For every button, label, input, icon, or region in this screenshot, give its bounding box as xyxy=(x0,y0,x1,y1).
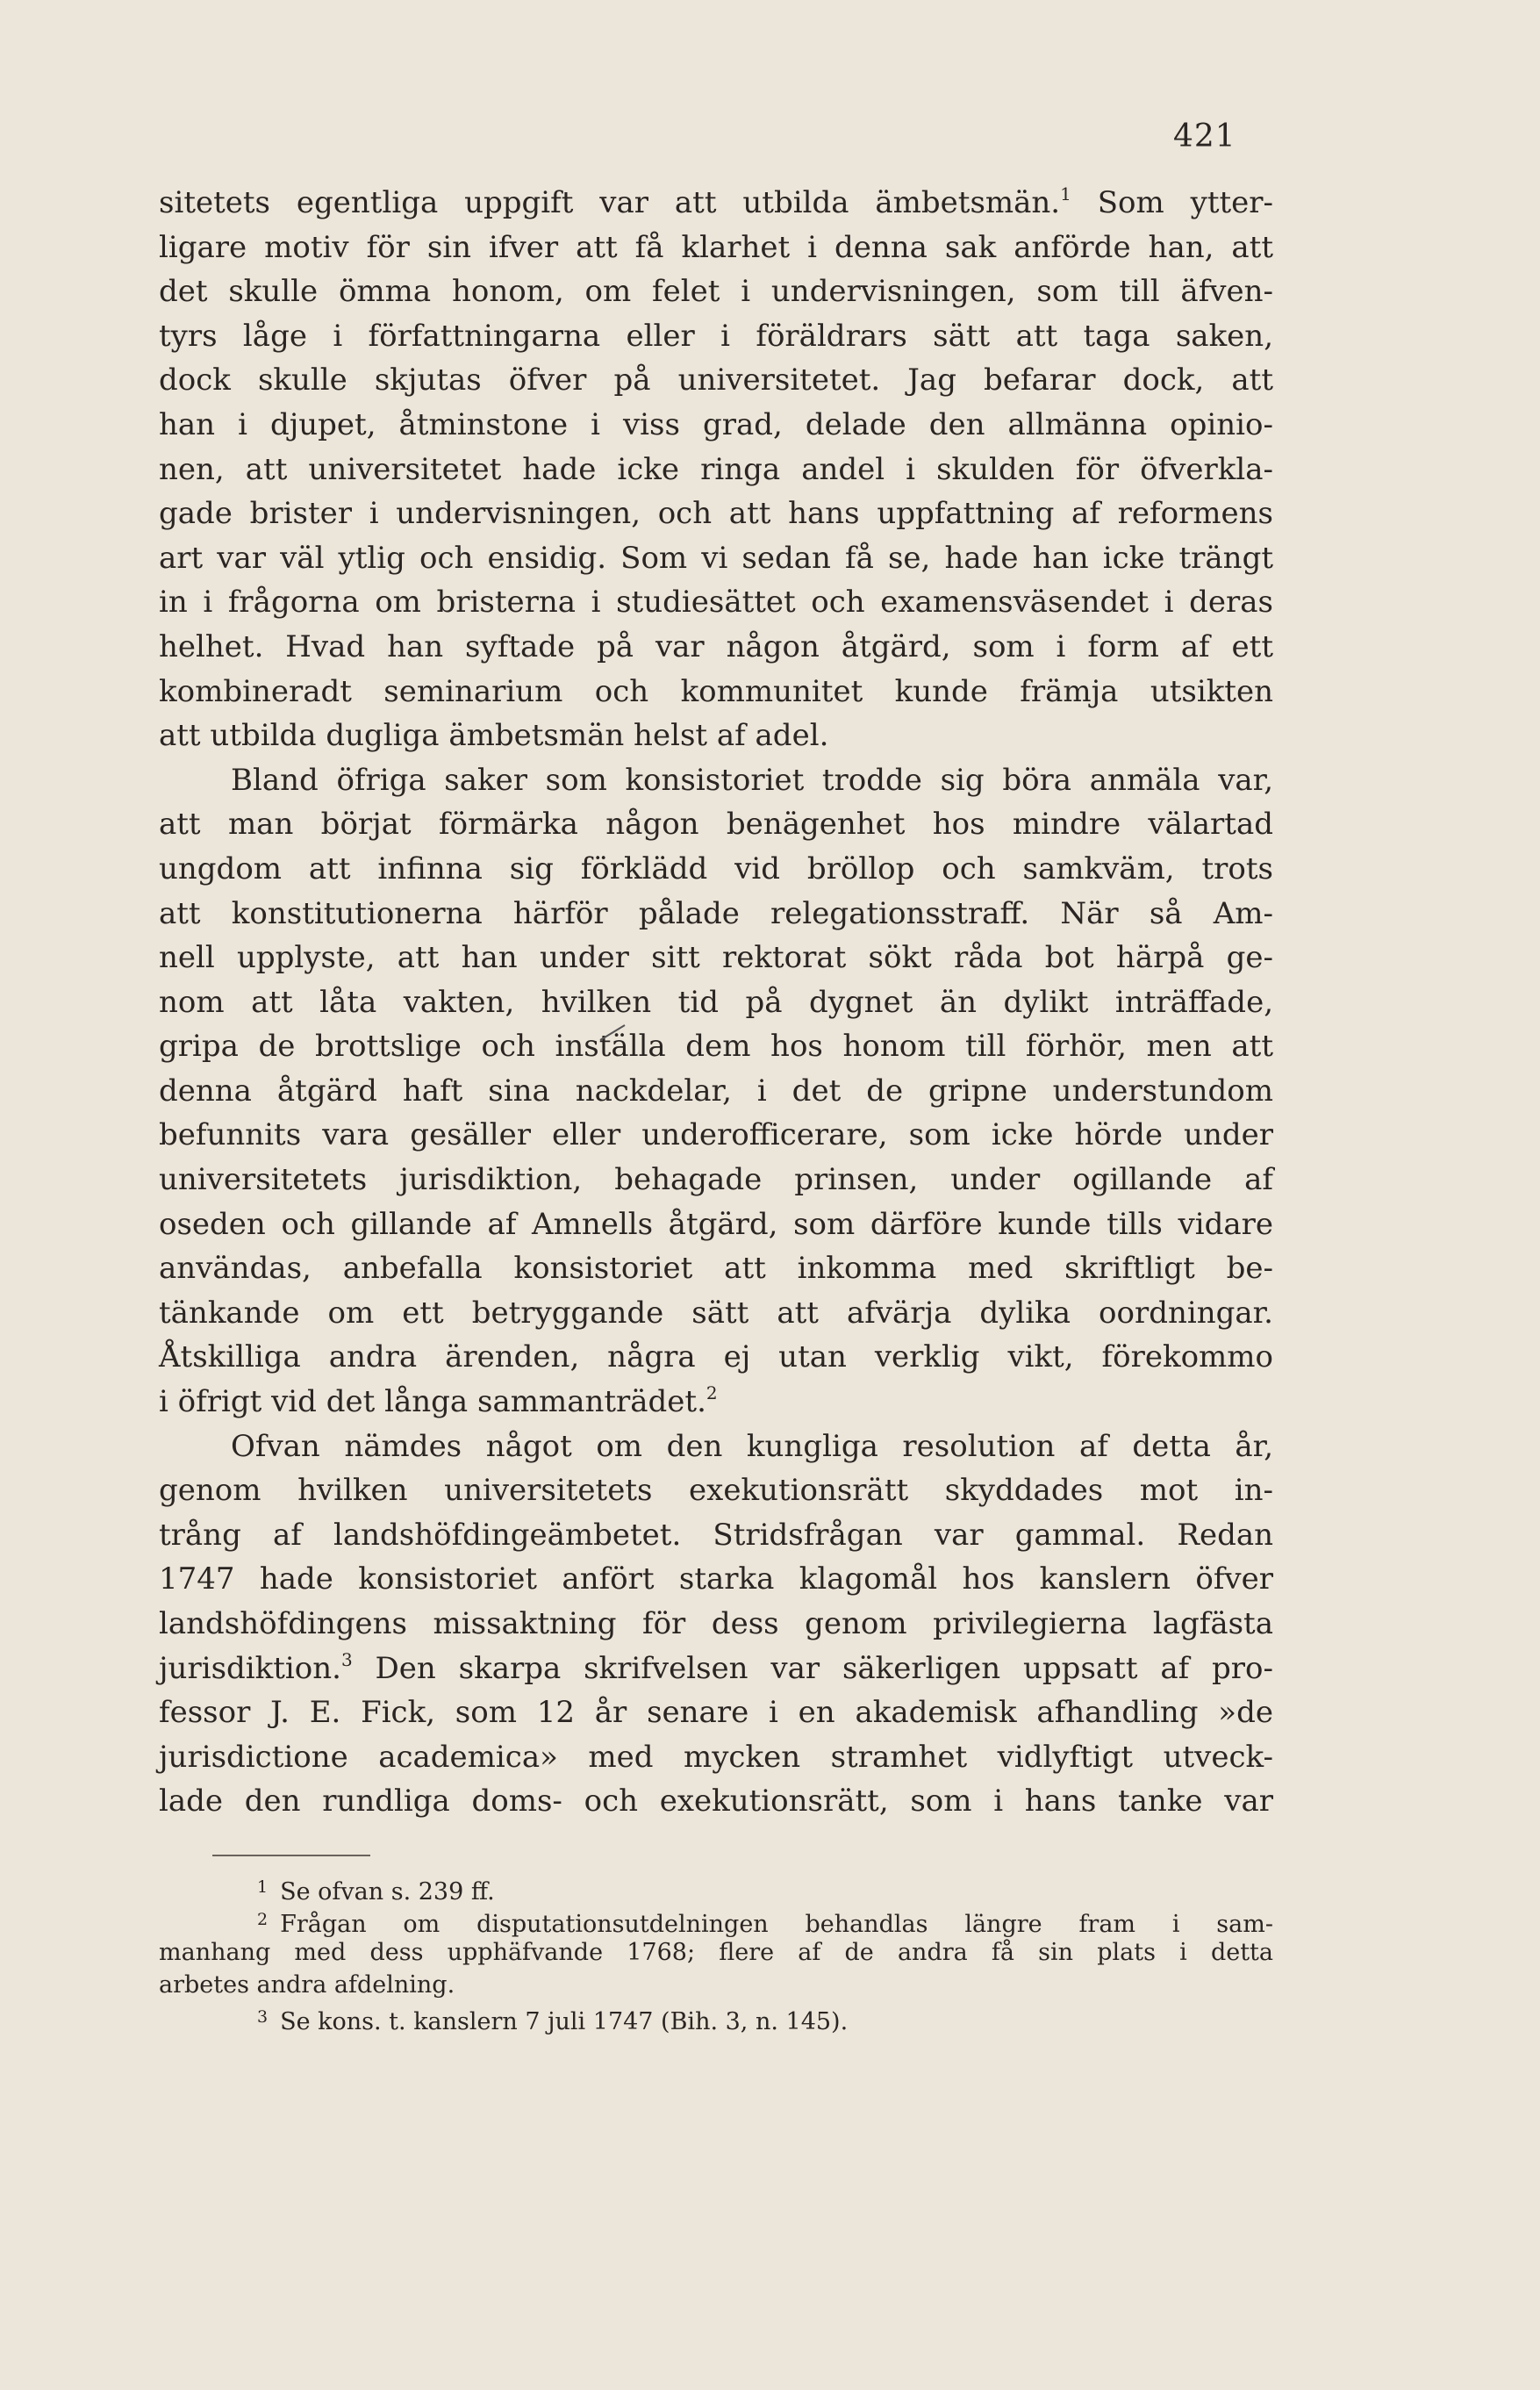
footnote-reference: 2 xyxy=(706,1382,718,1404)
text-line xyxy=(159,358,1273,403)
text-line xyxy=(159,1690,1273,1735)
line-text: att man börjat förmärka någon benägenhet hos mindre välartad xyxy=(159,807,1273,843)
line-text: ligare motiv för sin ifver att få klarhet i denna sak anförde han, att xyxy=(159,229,1273,265)
text-line xyxy=(159,269,1273,314)
line-text: universitetets jurisdiktion, behagade prinsen, under ogillande af xyxy=(159,1162,1273,1198)
text-line xyxy=(159,1557,1273,1602)
line-text: jurisdictione academica» med mycken stramhet vidlyftigt utveck- xyxy=(159,1739,1273,1775)
text-line xyxy=(159,1513,1273,1558)
text-line xyxy=(159,1024,1273,1069)
line-text: Bland öfriga saker som konsistoriet trodde sig böra anmäla var, xyxy=(231,762,1273,798)
page-number: 421 xyxy=(1173,118,1236,154)
footnotes xyxy=(159,1871,1273,2034)
line-text-tail: Som ytter- xyxy=(1071,185,1274,220)
line-text: användas, anbefalla konsistoriet att inkomma med skriftligt be- xyxy=(159,1251,1273,1287)
line-text: denna åtgärd haft sina nackdelar, i det de gripne understundom xyxy=(159,1073,1273,1109)
line-text: nom att låta vakten, hvilken tid på dygnet än dylikt inträffade, xyxy=(159,984,1273,1020)
line-text: landshöfdingens missaktning för dess genom privilegierna lagfästa xyxy=(159,1606,1273,1641)
footnote-text: Se ofvan s. 239 ff. xyxy=(280,1878,495,1906)
text-line xyxy=(159,1602,1273,1647)
text-line xyxy=(159,1158,1273,1202)
text-line xyxy=(159,1113,1273,1158)
text-line xyxy=(159,758,1273,803)
footnote-line xyxy=(159,2001,1273,2034)
text-line xyxy=(159,1335,1273,1380)
text-line xyxy=(159,492,1273,536)
line-text: tänkande om ett betryggande sätt att afvärja dylika oordningar. xyxy=(159,1295,1273,1331)
line-text: trång af landshöfdingeämbetet. Stridsfrågan var gammal. Redan xyxy=(159,1517,1273,1553)
footnote-marker: 2 xyxy=(257,1910,269,1929)
margin-pencil-mark xyxy=(598,1023,628,1042)
footnote-text: manhang med dess upphäfvande 1768; flere af de andra få sin plats i detta xyxy=(159,1939,1273,1966)
body-text xyxy=(159,181,1273,1824)
text-line xyxy=(159,936,1273,980)
footnote-marker: 3 xyxy=(257,2007,269,2027)
text-line xyxy=(159,181,1273,226)
line-text: tyrs låge i författningarna eller i föräldrars sätt att taga saken, xyxy=(159,318,1273,354)
text-line xyxy=(159,1380,1273,1425)
line-text: Åtskilliga andra ärenden, några ej utan verklig vikt, förekommo xyxy=(159,1339,1273,1375)
line-text: ungdom att infinna sig förklädd vid bröllop och samkväm, trots xyxy=(159,850,1273,886)
line-text: nell upplyste, att han under sitt rektorat sökt råda bot härpå ge- xyxy=(159,940,1273,976)
text-line xyxy=(159,580,1273,625)
text-line xyxy=(159,714,1273,758)
line-text: kombineradt seminarium och kommunitet kunde främja utsikten xyxy=(159,673,1273,709)
line-text: sitetets egentliga uppgift var att utbilda ämbetsmän. xyxy=(159,185,1061,220)
text-line xyxy=(159,448,1273,492)
text-line xyxy=(159,892,1273,937)
text-line xyxy=(159,847,1273,892)
line-text: gripa de brottslige och inställa dem hos honom till förhör, men att xyxy=(159,1029,1273,1065)
line-text: det skulle ömma honom, om felet i undervisningen, som till äfven- xyxy=(159,274,1273,310)
line-text: nen, att universitetet hade icke ringa andel i skulden för öfverkla- xyxy=(159,451,1273,487)
text-line xyxy=(159,226,1273,270)
footnote-reference: 1 xyxy=(1060,183,1071,205)
line-text: genom hvilken universitetets exekutionsrätt skyddades mot in- xyxy=(159,1473,1273,1509)
text-line xyxy=(159,314,1273,359)
line-text: han i djupet, åtminstone i viss grad, delade den allmänna opinio- xyxy=(159,406,1273,442)
footnote-text: Se kons. t. kanslern 7 juli 1747 (Bih. 3, n. 145). xyxy=(280,2008,849,2035)
text-line xyxy=(159,1246,1273,1291)
line-text: gade brister i undervisningen, och att hans uppfattning af reformens xyxy=(159,496,1273,532)
footnote-text: Frågan om disputationsutdelningen behandlas längre fram i sam- xyxy=(280,1911,1273,1938)
footnote-reference: 3 xyxy=(340,1648,353,1670)
line-text: dock skulle skjutas öfver på universitetet. Jag befarar dock, att xyxy=(159,362,1273,398)
line-text-tail: Den skarpa skrifvelsen var säkerligen uppsatt af pro- xyxy=(352,1650,1273,1686)
line-text: art var väl ytlig och ensidig. Som vi sedan få se, hade han icke trängt xyxy=(159,540,1273,576)
footnote-line xyxy=(159,1969,1273,2001)
line-text: helhet. Hvad han syftade på var någon åtgärd, som i form af ett xyxy=(159,628,1273,664)
line-text: lade den rundliga doms- och exekutionsrätt, som i hans tanke var xyxy=(159,1784,1273,1819)
text-line xyxy=(159,1425,1273,1469)
text-line xyxy=(159,1291,1273,1336)
line-text: att utbilda dugliga ämbetsmän helst af adel. xyxy=(159,718,829,754)
footnote-line xyxy=(159,1936,1273,1969)
line-text: befunnits vara gesäller eller underofficerare, som icke hörde under xyxy=(159,1117,1273,1153)
footnote-line xyxy=(159,1904,1273,1936)
text-line xyxy=(159,980,1273,1025)
line-text: Ofvan nämdes något om den kungliga resolution af detta år, xyxy=(231,1428,1273,1464)
line-text: jurisdiktion. xyxy=(159,1650,341,1686)
text-line xyxy=(159,1468,1273,1513)
footnote-line xyxy=(159,1871,1273,1904)
text-line xyxy=(159,403,1273,448)
text-line xyxy=(159,536,1273,581)
footnote-rule xyxy=(212,1855,370,1856)
text-line xyxy=(159,1202,1273,1247)
text-line xyxy=(159,1647,1273,1691)
text-line xyxy=(159,670,1273,714)
text-line xyxy=(159,802,1273,847)
text-line xyxy=(159,1735,1273,1780)
line-text: i öfrigt vid det långa sammanträdet. xyxy=(159,1384,706,1420)
line-text: fessor J. E. Fick, som 12 år senare i en akademisk afhandling »de xyxy=(159,1695,1273,1731)
text-line xyxy=(159,1069,1273,1114)
text-line xyxy=(159,625,1273,670)
line-text: att konstitutionerna härför pålade relegationsstraff. När så Am- xyxy=(159,895,1273,931)
line-text: in i frågorna om bristerna i studiesättet och examensväsendet i deras xyxy=(159,585,1273,621)
line-text: 1747 hade konsistoriet anfört starka klagomål hos kanslern öfver xyxy=(159,1561,1273,1597)
footnote-text: arbetes andra afdelning. xyxy=(159,1971,455,1999)
text-line xyxy=(159,1779,1273,1824)
footnote-marker: 1 xyxy=(257,1877,269,1897)
line-text: oseden och gillande af Amnells åtgärd, som därföre kunde tills vidare xyxy=(159,1206,1273,1242)
